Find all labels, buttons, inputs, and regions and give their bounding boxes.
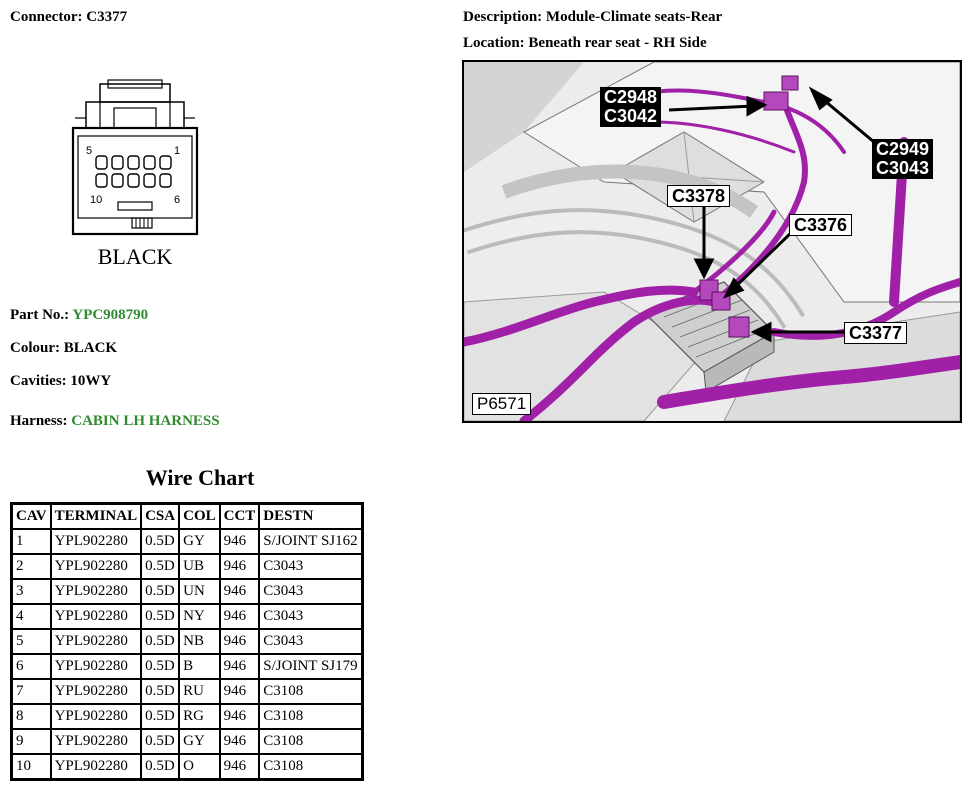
cell-col: RU bbox=[179, 679, 220, 704]
description-label: Description: bbox=[463, 9, 543, 25]
table-row bbox=[12, 529, 363, 554]
cell-col: RG bbox=[179, 704, 220, 729]
table-row bbox=[12, 579, 363, 604]
callout-c3378: C3378 bbox=[667, 185, 730, 207]
callout-c2948-c3042: C2948 C3042 bbox=[600, 87, 661, 127]
wire-chart-header-row bbox=[12, 504, 363, 530]
table-row bbox=[12, 629, 363, 654]
cell-destn: C3108 bbox=[259, 704, 362, 729]
cell-col: NY bbox=[179, 604, 220, 629]
location-line bbox=[463, 34, 707, 52]
cell-col: GY bbox=[179, 529, 220, 554]
header-csa: CSA bbox=[141, 504, 179, 530]
cell-csa: 0.5D bbox=[141, 554, 179, 579]
connector-label: Connector: bbox=[10, 9, 83, 25]
cell-cav: 6 bbox=[12, 654, 51, 679]
part-no-line bbox=[10, 306, 148, 324]
table-row bbox=[12, 679, 363, 704]
cell-cct: 946 bbox=[220, 629, 260, 654]
cell-col: O bbox=[179, 754, 220, 780]
cell-cct: 946 bbox=[220, 604, 260, 629]
cell-csa: 0.5D bbox=[141, 754, 179, 780]
harness-value[interactable]: CABIN LH HARNESS bbox=[71, 413, 220, 429]
cell-cav: 9 bbox=[12, 729, 51, 754]
cell-col: UB bbox=[179, 554, 220, 579]
cell-cav: 8 bbox=[12, 704, 51, 729]
cell-csa: 0.5D bbox=[141, 529, 179, 554]
location-label: Location: bbox=[463, 35, 525, 51]
cell-csa: 0.5D bbox=[141, 704, 179, 729]
cell-csa: 0.5D bbox=[141, 579, 179, 604]
cell-cav: 10 bbox=[12, 754, 51, 780]
cell-csa: 0.5D bbox=[141, 679, 179, 704]
cell-col: B bbox=[179, 654, 220, 679]
description-line bbox=[463, 8, 722, 26]
cell-destn: C3043 bbox=[259, 554, 362, 579]
cell-terminal: YPL902280 bbox=[51, 579, 142, 604]
cell-destn: S/JOINT SJ162 bbox=[259, 529, 362, 554]
cell-cav: 7 bbox=[12, 679, 51, 704]
connector-value: C3377 bbox=[86, 9, 128, 25]
cell-terminal: YPL902280 bbox=[51, 604, 142, 629]
wire-chart-table bbox=[10, 502, 364, 781]
cell-csa: 0.5D bbox=[141, 604, 179, 629]
cell-destn: C3108 bbox=[259, 754, 362, 780]
cavities-value: 10WY bbox=[70, 373, 112, 389]
callout-c2949-c3043: C2949 C3043 bbox=[872, 139, 933, 179]
cell-terminal: YPL902280 bbox=[51, 729, 142, 754]
cell-col: UN bbox=[179, 579, 220, 604]
cell-cct: 946 bbox=[220, 754, 260, 780]
cell-cct: 946 bbox=[220, 729, 260, 754]
cell-cav: 5 bbox=[12, 629, 51, 654]
cavities-label: Cavities: bbox=[10, 373, 67, 389]
cell-cav: 3 bbox=[12, 579, 51, 604]
cell-cct: 946 bbox=[220, 579, 260, 604]
cell-cct: 946 bbox=[220, 679, 260, 704]
header-cav: CAV bbox=[12, 504, 51, 530]
cell-cct: 946 bbox=[220, 704, 260, 729]
cell-terminal: YPL902280 bbox=[51, 704, 142, 729]
cell-terminal: YPL902280 bbox=[51, 754, 142, 780]
connector-face-drawing bbox=[70, 78, 200, 273]
table-row bbox=[12, 604, 363, 629]
location-value: Beneath rear seat - RH Side bbox=[528, 35, 707, 51]
cell-cct: 946 bbox=[220, 529, 260, 554]
cell-destn: C3043 bbox=[259, 579, 362, 604]
cell-cav: 4 bbox=[12, 604, 51, 629]
cell-destn: C3108 bbox=[259, 679, 362, 704]
vehicle-underseat-illustration bbox=[464, 62, 960, 421]
cell-csa: 0.5D bbox=[141, 654, 179, 679]
cell-csa: 0.5D bbox=[141, 629, 179, 654]
cell-terminal: YPL902280 bbox=[51, 629, 142, 654]
location-photo bbox=[462, 60, 962, 423]
colour-label: Colour: bbox=[10, 340, 60, 356]
table-row bbox=[12, 654, 363, 679]
header-cct: CCT bbox=[220, 504, 260, 530]
pin-label-6: 6 bbox=[174, 194, 181, 206]
pin-label-1: 1 bbox=[174, 145, 181, 157]
cell-destn: C3043 bbox=[259, 604, 362, 629]
harness-label: Harness: bbox=[10, 413, 68, 429]
cell-cct: 946 bbox=[220, 554, 260, 579]
cell-destn: C3043 bbox=[259, 629, 362, 654]
cell-csa: 0.5D bbox=[141, 729, 179, 754]
description-value: Module-Climate seats-Rear bbox=[545, 9, 723, 25]
table-row bbox=[12, 704, 363, 729]
cell-destn: S/JOINT SJ179 bbox=[259, 654, 362, 679]
table-row bbox=[12, 554, 363, 579]
table-row bbox=[12, 729, 363, 754]
connector-line bbox=[10, 8, 127, 26]
table-row bbox=[12, 754, 363, 780]
pin-label-5: 5 bbox=[86, 145, 93, 157]
pin-label-10: 10 bbox=[90, 194, 103, 206]
callout-c3377: C3377 bbox=[844, 322, 907, 344]
cell-cct: 946 bbox=[220, 654, 260, 679]
cell-terminal: YPL902280 bbox=[51, 679, 142, 704]
wire-chart-title: Wire Chart bbox=[145, 465, 255, 490]
part-no-label: Part No.: bbox=[10, 307, 70, 323]
colour-line bbox=[10, 339, 117, 357]
cell-terminal: YPL902280 bbox=[51, 529, 142, 554]
cell-terminal: YPL902280 bbox=[51, 554, 142, 579]
cavities-line bbox=[10, 372, 111, 390]
cell-cav: 1 bbox=[12, 529, 51, 554]
cell-col: NB bbox=[179, 629, 220, 654]
cell-cav: 2 bbox=[12, 554, 51, 579]
harness-line bbox=[10, 412, 220, 430]
part-no-value[interactable]: YPC908790 bbox=[72, 307, 149, 323]
colour-value: BLACK bbox=[63, 340, 118, 356]
header-col: COL bbox=[179, 504, 220, 530]
connector-colour-text: BLACK bbox=[97, 244, 173, 269]
header-terminal: TERMINAL bbox=[51, 504, 142, 530]
cell-destn: C3108 bbox=[259, 729, 362, 754]
callout-c3376: C3376 bbox=[789, 214, 852, 236]
cell-terminal: YPL902280 bbox=[51, 654, 142, 679]
photo-reference-id: P6571 bbox=[472, 393, 531, 415]
cell-col: GY bbox=[179, 729, 220, 754]
header-destn: DESTN bbox=[259, 504, 362, 530]
